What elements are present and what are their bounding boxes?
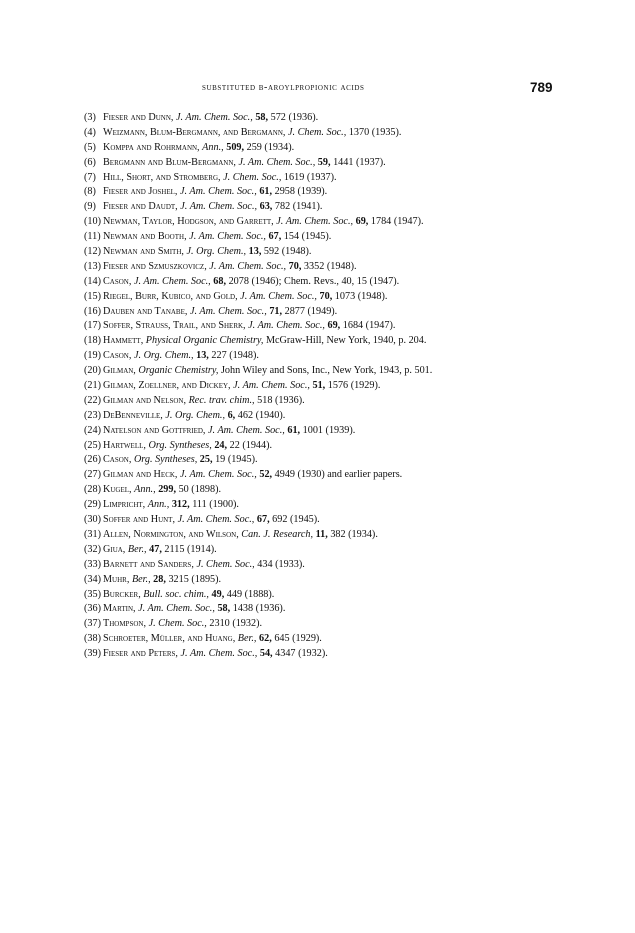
reference-number: (11): [84, 231, 101, 243]
reference-volume: 25,: [199, 454, 213, 466]
reference-details: 518 (1936).: [257, 394, 305, 406]
reference-item: [84, 602, 624, 617]
reference-details: 50 (1898).: [178, 484, 222, 496]
reference-details: 259 (1934).: [246, 141, 295, 153]
reference-details: 111 (1900).: [192, 499, 239, 511]
reference-authors: Fieser and Joshel,: [103, 186, 178, 198]
reference-journal: J. Am. Chem. Soc.,: [248, 320, 325, 332]
reference-item: [84, 185, 624, 200]
reference-authors: Giua,: [103, 543, 126, 555]
reference-journal: Organic Chemistry,: [138, 365, 219, 377]
reference-text: [103, 260, 357, 275]
reference-authors: Gilman, Zoellner, and Dickey,: [103, 380, 231, 392]
reference-volume: 54,: [259, 648, 273, 660]
reference-authors: Allen, Normington, and Wilson,: [103, 528, 239, 540]
reference-details: McGraw-Hill, New York, 1940, p. 204.: [265, 335, 427, 347]
reference-journal: J. Chem. Soc.,: [223, 171, 282, 183]
reference-number: (39): [84, 648, 101, 660]
reference-number: (6): [84, 156, 96, 168]
reference-authors: Newman, Taylor, Hodgson, and Garrett,: [103, 216, 274, 228]
reference-text: [103, 424, 355, 439]
reference-volume: 68,: [213, 275, 227, 287]
reference-journal: Rec. trav. chim.,: [188, 394, 255, 406]
reference-volume: 28,: [153, 573, 166, 585]
reference-item: [84, 364, 624, 379]
reference-volume: 11,: [315, 528, 328, 540]
reference-item: [84, 334, 624, 349]
reference-authors: Cason,: [103, 275, 132, 287]
reference-item: [84, 200, 624, 215]
running-title: substituted β-aroylpropionic acids: [202, 82, 365, 93]
reference-text: [103, 632, 322, 647]
reference-volume: 312,: [171, 499, 190, 511]
reference-journal: Physical Organic Chemistry,: [145, 335, 264, 347]
reference-item: [84, 126, 624, 141]
reference-number: (32): [84, 543, 101, 555]
reference-volume: 67,: [268, 231, 282, 243]
reference-volume: 69,: [355, 216, 369, 228]
reference-journal: Ber.,: [237, 633, 257, 645]
reference-authors: Kugel,: [103, 484, 132, 496]
reference-details: 1438 (1936).: [232, 603, 286, 615]
reference-authors: Riegel, Burr, Kubico, and Gold,: [103, 290, 238, 302]
reference-authors: Dauben and Tanabe,: [103, 305, 188, 317]
reference-authors: Martin,: [103, 603, 136, 615]
reference-number: (19): [84, 350, 101, 362]
reference-journal: Org. Syntheses,: [133, 454, 198, 466]
reference-volume: 24,: [214, 439, 228, 451]
reference-number: (29): [84, 499, 101, 511]
reference-text: [103, 379, 380, 394]
reference-journal: J. Chem. Soc.,: [288, 126, 347, 138]
reference-volume: 61,: [259, 186, 273, 198]
reference-journal: Ber.,: [131, 573, 151, 585]
reference-details: 4347 (1932).: [275, 648, 328, 660]
reference-details: 3352 (1948).: [303, 260, 357, 272]
reference-number: (27): [84, 469, 101, 481]
reference-details: 592 (1948).: [263, 246, 312, 258]
reference-details: 1073 (1948).: [334, 290, 388, 302]
reference-number: (26): [84, 454, 101, 466]
reference-journal: J. Am. Chem. Soc.,: [208, 424, 285, 436]
reference-journal: Org. Syntheses,: [148, 439, 212, 451]
reference-item: [84, 111, 624, 126]
reference-volume: 59,: [317, 156, 331, 168]
reference-volume: 52,: [259, 469, 273, 481]
reference-text: [103, 364, 432, 379]
reference-number: (10): [84, 216, 101, 228]
reference-item: [84, 498, 624, 513]
reference-journal: J. Am. Chem. Soc.,: [180, 201, 258, 213]
reference-volume: 58,: [217, 603, 231, 615]
reference-authors: Schroeter, Müller, and Huang,: [103, 633, 236, 645]
reference-number: (35): [84, 588, 101, 600]
reference-number: (30): [84, 514, 101, 526]
reference-number: (17): [84, 320, 101, 332]
reference-journal: J. Chem. Soc.,: [148, 618, 207, 630]
reference-item: [84, 215, 624, 230]
reference-item: [84, 156, 624, 171]
reference-details: 692 (1945).: [272, 514, 320, 526]
reference-volume: 70,: [319, 290, 333, 302]
reference-details: 434 (1933).: [257, 558, 305, 570]
reference-details: 1576 (1929).: [327, 380, 381, 392]
reference-text: [103, 528, 378, 543]
reference-journal: J. Org. Chem.,: [186, 246, 247, 258]
reference-authors: Soffer and Hunt,: [103, 514, 176, 526]
reference-item: [84, 573, 624, 588]
reference-authors: Fieser and Dunn,: [103, 112, 174, 123]
reference-text: [103, 200, 322, 215]
reference-volume: 58,: [255, 112, 269, 123]
reference-text: [103, 409, 285, 424]
reference-details: 1784 (1947).: [370, 216, 424, 228]
reference-details: 2958 (1939).: [274, 186, 328, 198]
reference-authors: Fieser and Szmuszkovicz,: [103, 260, 207, 272]
reference-details: 4949 (1930) and earlier papers.: [274, 469, 403, 481]
reference-authors: DeBenneville,: [103, 409, 163, 421]
reference-details: 1441 (1937).: [333, 156, 386, 168]
reference-authors: Burcker,: [103, 588, 141, 600]
reference-authors: Muhr,: [103, 573, 130, 585]
reference-journal: J. Am. Chem. Soc.,: [276, 216, 354, 228]
reference-authors: Newman and Booth,: [103, 231, 187, 243]
reference-journal: Ann.,: [147, 499, 170, 511]
reference-item: [84, 558, 624, 573]
reference-volume: 69,: [327, 320, 341, 332]
reference-journal: J. Am. Chem. Soc.,: [238, 156, 316, 168]
reference-item: [84, 290, 624, 305]
reference-authors: Cason,: [103, 454, 132, 466]
reference-text: [103, 588, 274, 603]
reference-item: [84, 245, 624, 260]
reference-text: [103, 573, 221, 588]
reference-authors: Gilman and Nelson,: [103, 394, 187, 406]
reference-item: [84, 632, 624, 647]
reference-journal: J. Am. Chem. Soc.,: [240, 290, 317, 302]
reference-item: [84, 543, 624, 558]
reference-volume: 62,: [259, 633, 272, 645]
reference-volume: 63,: [259, 201, 273, 213]
reference-details: 22 (1944).: [229, 439, 273, 451]
reference-journal: J. Am. Chem. Soc.,: [138, 603, 215, 615]
reference-number: (31): [84, 528, 101, 540]
reference-volume: 509,: [226, 141, 245, 153]
reference-authors: Newman and Smith,: [103, 246, 184, 258]
reference-authors: Fieser and Peters,: [103, 648, 178, 660]
reference-text: [103, 290, 387, 305]
reference-journal: J. Org. Chem.,: [133, 350, 194, 362]
reference-item: [84, 141, 624, 156]
reference-number: (24): [84, 424, 101, 436]
reference-text: [103, 483, 221, 498]
reference-item: [84, 528, 624, 543]
reference-text: [103, 245, 311, 260]
reference-journal: J. Am. Chem. Soc.,: [189, 231, 266, 243]
reference-volume: 13,: [248, 246, 262, 258]
reference-text: [103, 453, 258, 468]
reference-text: [103, 349, 259, 364]
reference-journal: J. Am. Chem. Soc.,: [176, 112, 253, 123]
reference-journal: Ber.,: [127, 543, 147, 555]
reference-number: (12): [84, 246, 101, 258]
reference-authors: Bergmann and Blum-Bergmann,: [103, 156, 236, 168]
page-number: 789: [530, 80, 553, 95]
reference-item: [84, 230, 624, 245]
reference-text: [103, 156, 386, 171]
reference-details: 645 (1929).: [274, 633, 322, 645]
reference-number: (36): [84, 603, 101, 615]
reference-authors: Limpricht,: [103, 499, 146, 511]
reference-details: 2877 (1949).: [284, 305, 338, 317]
reference-list: [84, 111, 624, 662]
reference-text: [103, 305, 337, 320]
reference-item: [84, 409, 624, 424]
reference-item: [84, 379, 624, 394]
reference-item: [84, 453, 624, 468]
reference-details: 19 (1945).: [215, 454, 258, 466]
reference-journal: J. Am. Chem. Soc.,: [209, 260, 287, 272]
reference-item: [84, 424, 624, 439]
reference-number: (22): [84, 394, 101, 406]
reference-item: [84, 647, 624, 662]
reference-volume: 13,: [196, 350, 209, 362]
reference-journal: J. Am. Chem. Soc.,: [180, 469, 257, 481]
reference-details: 1619 (1937).: [283, 171, 337, 183]
reference-authors: Thompson,: [103, 618, 147, 630]
reference-item: [84, 617, 624, 632]
reference-number: (3): [84, 112, 96, 123]
reference-details: 2115 (1914).: [164, 543, 217, 555]
reference-number: (23): [84, 409, 101, 421]
reference-details: John Wiley and Sons, Inc., New York, 1943, p. 501.: [220, 365, 433, 377]
reference-number: (18): [84, 335, 101, 347]
reference-volume: 49,: [211, 588, 225, 600]
reference-item: [84, 275, 624, 290]
reference-authors: Soffer, Strauss, Trail, and Sherk,: [103, 320, 246, 332]
reference-number: (28): [84, 484, 101, 496]
reference-journal: Can. J. Research,: [241, 528, 314, 540]
reference-text: [103, 215, 424, 230]
reference-journal: J. Am. Chem. Soc.,: [179, 186, 257, 198]
reference-number: (37): [84, 618, 101, 630]
reference-details: 2078 (1946); Chem. Revs., 40, 15 (1947).: [228, 275, 400, 287]
reference-text: [103, 334, 426, 349]
reference-details: 1001 (1939).: [302, 424, 356, 436]
reference-number: (34): [84, 573, 101, 585]
reference-number: (20): [84, 365, 101, 377]
reference-journal: J. Am. Chem. Soc.,: [180, 648, 258, 660]
reference-journal: Bull. soc. chim.,: [143, 588, 209, 600]
reference-item: [84, 439, 624, 454]
reference-item: [84, 468, 624, 483]
reference-item: [84, 483, 624, 498]
reference-item: [84, 305, 624, 320]
reference-text: [103, 171, 337, 186]
reference-details: 1370 (1935).: [348, 126, 402, 138]
reference-volume: 51,: [312, 380, 326, 392]
reference-journal: J. Chem. Soc.,: [196, 558, 255, 570]
reference-details: 449 (1888).: [226, 588, 275, 600]
reference-item: [84, 588, 624, 603]
reference-text: [103, 439, 272, 454]
reference-authors: Hartwell,: [103, 439, 146, 451]
reference-volume: 6,: [227, 409, 236, 421]
reference-details: 2310 (1932).: [209, 618, 263, 630]
reference-volume: 70,: [288, 260, 302, 272]
reference-number: (25): [84, 439, 101, 451]
reference-details: 462 (1940).: [237, 409, 286, 421]
reference-text: [103, 498, 239, 513]
reference-authors: Weizmann, Blum-Bergmann, and Bergmann,: [103, 126, 286, 138]
reference-item: [84, 349, 624, 364]
reference-authors: Komppa and Rohrmann,: [103, 141, 200, 153]
reference-number: (15): [84, 290, 101, 302]
reference-details: 782 (1941).: [274, 201, 323, 213]
reference-volume: 299,: [158, 484, 177, 496]
reference-journal: Ann.,: [202, 141, 224, 153]
reference-item: [84, 171, 624, 186]
reference-authors: Hill, Short, and Stromberg,: [103, 171, 221, 183]
reference-number: (9): [84, 201, 96, 213]
reference-journal: J. Am. Chem. Soc.,: [189, 305, 267, 317]
reference-number: (13): [84, 260, 101, 272]
reference-text: [103, 230, 331, 245]
reference-text: [103, 185, 327, 200]
reference-number: (7): [84, 171, 96, 183]
reference-details: 1684 (1947).: [342, 320, 396, 332]
reference-details: 382 (1934).: [330, 528, 378, 540]
reference-journal: J. Am. Chem. Soc.,: [233, 380, 310, 392]
reference-text: [103, 319, 395, 334]
reference-text: [103, 275, 399, 290]
reference-number: (21): [84, 380, 101, 392]
reference-text: [103, 468, 402, 483]
reference-text: [103, 617, 262, 632]
reference-item: [84, 513, 624, 528]
reference-authors: Fieser and Daudt,: [103, 201, 178, 213]
reference-authors: Gilman,: [103, 365, 136, 377]
reference-authors: Hammett,: [103, 335, 144, 347]
reference-text: [103, 543, 217, 558]
reference-volume: 71,: [269, 305, 283, 317]
reference-journal: Ann.,: [134, 484, 156, 496]
reference-item: [84, 260, 624, 275]
reference-details: 3215 (1895).: [168, 573, 222, 585]
reference-journal: J. Org. Chem.,: [165, 409, 226, 421]
reference-item: [84, 394, 624, 409]
reference-text: [103, 126, 401, 141]
reference-details: 227 (1948).: [211, 350, 259, 362]
reference-number: (8): [84, 186, 96, 198]
reference-journal: J. Am. Chem. Soc.,: [177, 514, 255, 526]
reference-volume: 67,: [256, 514, 270, 526]
reference-item: [84, 319, 624, 334]
reference-number: (5): [84, 141, 96, 153]
reference-text: [103, 647, 328, 662]
reference-authors: Gilman and Heck,: [103, 469, 178, 481]
reference-text: [103, 394, 305, 409]
reference-number: (14): [84, 275, 101, 287]
reference-details: 572 (1936).: [270, 112, 319, 123]
reference-authors: Barnett and Sanders,: [103, 558, 194, 570]
reference-details: 154 (1945).: [283, 231, 332, 243]
page-header: [0, 80, 635, 100]
reference-text: [103, 141, 294, 156]
reference-text: [103, 558, 305, 573]
reference-journal: J. Am. Chem. Soc.,: [133, 275, 211, 287]
reference-authors: Cason,: [103, 350, 132, 362]
reference-volume: 47,: [149, 543, 162, 555]
reference-text: [103, 602, 285, 617]
reference-number: (38): [84, 633, 101, 645]
reference-authors: Natelson and Gottfried,: [103, 424, 206, 436]
reference-text: [103, 513, 320, 528]
reference-volume: 61,: [287, 424, 301, 436]
reference-number: (16): [84, 305, 101, 317]
reference-number: (33): [84, 558, 101, 570]
reference-text: [103, 111, 318, 126]
reference-number: (4): [84, 126, 96, 138]
